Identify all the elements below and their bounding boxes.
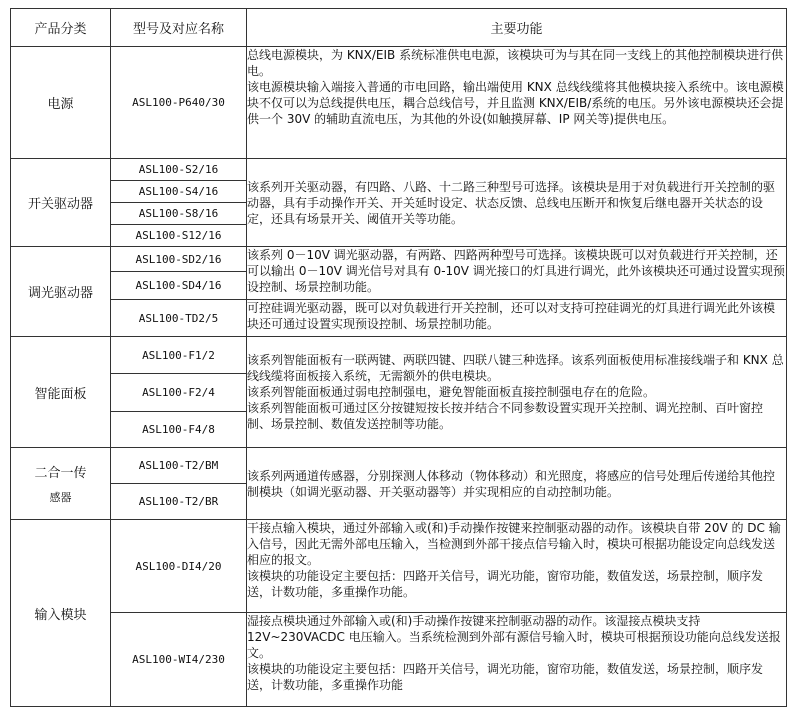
model-cell: ASL100-WI4/230 [111,613,247,707]
model-cell: ASL100-F2/4 [111,374,247,412]
description-cell: 湿接点模块通过外部输入或(和)手动操作按键来控制驱动器的动作。该湿接点模块支持 12V~230VACDC 电压输入。当系统检测到外部有源信号输入时，模块可根据预设功能向总线发送报文。 该模块的功能设定主要包括：四路开关信号，调光功能，窗帘功能，数值发送，场景控制，顺序发送，计数功能，多重操作功能 [247,613,787,707]
description-cell: 该系列 0－10V 调光驱动器，有两路、四路两种型号可选择。该模块既可以对负载进行开关控制，还可以输出 0－10V 调光信号对具有 0-10V 调光接口的灯具进行调光，此外该模块还可通过设置实现预设控制、场景控制功能。 [247,247,787,300]
table-row [11,159,787,181]
table-row [11,337,787,374]
model-cell: ASL100-TD2/5 [111,300,247,337]
model-cell: ASL100-F1/2 [111,337,247,374]
header-row [11,9,787,47]
table-row [11,613,787,707]
model-cell: ASL100-T2/BR [111,484,247,520]
table-row [11,47,787,159]
model-cell: ASL100-SD4/16 [111,272,247,300]
category-power: 电源 [11,47,111,159]
table-row [11,520,787,613]
category-panel: 智能面板 [11,337,111,448]
model-cell: ASL100-P640/30 [111,47,247,159]
category-sensor: 二合一传 感器 [11,448,111,520]
model-cell: ASL100-S8/16 [111,203,247,225]
table-row [11,300,787,337]
table-row [11,448,787,484]
product-spec-table [10,8,787,707]
description-cell: 干接点输入模块，通过外部输入或(和)手动操作按键来控制驱动器的动作。该模块自带 20V 的 DC 输入信号，因此无需外部电压输入，当检测到外部干接点信号输入时，模块可根据功能设定向总线发送相应的报文。 该模块的功能设定主要包括：四路开关信号，调光功能，窗帘功能，数值发送，场景控制，顺序发送，计数功能，多重操作功能。 [247,520,787,613]
model-cell: ASL100-S4/16 [111,181,247,203]
category-switch: 开关驱动器 [11,159,111,247]
description-cell: 该系列开关驱动器，有四路、八路、十二路三种型号可选择。该模块是用于对负载进行开关控制的驱动器，具有手动操作开关、开关延时设定、状态反馈、总线电压断开和恢复后继电器开关状态的设定，还具有场景开关、阈值开关等功能。 [247,159,787,247]
description-cell: 该系列两通道传感器，分别探测人体移动（物体移动）和光照度，将感应的信号处理后传递给其他控制模块（如调光驱动器、开关驱动器等）并实现相应的自动控制功能。 [247,448,787,520]
description-cell: 该系列智能面板有一联两键、两联四键、四联八键三种选择。该系列面板使用标准接线端子和 KNX 总线线缆将面板接入系统，无需额外的供电模块。 该系列智能面板通过弱电控制强电，避免智能面板直接控制强电存在的危险。 该系列智能面板可通过区分按键短按长按并结合不同参数设置实现开关控制、调光控制、百叶窗控制、场景控制、数值发送控制等功能。 [247,337,787,448]
description-cell: 总线电源模块，为 KNX/EIB 系统标准供电电源，该模块可为与其在同一支线上的其他控制模块进行供电。 该电源模块输入端接入普通的市电回路，输出端使用 KNX 总线线缆将其他模块接入系统中。该电源模块不仅可以为总线提供电压，耦合总线信号，并且监测 KNX/EIB/系统的电压。另外该电源模块还会提供一个 30V 的辅助直流电压，为其他的外设(如触摸屏幕、IP 网关等)提供电压。 [247,47,787,159]
model-cell: ASL100-DI4/20 [111,520,247,613]
header-category: 产品分类 [11,9,111,47]
category-input: 输入模块 [11,520,111,707]
model-cell: ASL100-F4/8 [111,412,247,448]
table-row [11,247,787,272]
model-cell: ASL100-T2/BM [111,448,247,484]
model-cell: ASL100-SD2/16 [111,247,247,272]
header-model: 型号及对应名称 [111,9,247,47]
category-dimmer: 调光驱动器 [11,247,111,337]
model-cell: ASL100-S2/16 [111,159,247,181]
model-cell: ASL100-S12/16 [111,225,247,247]
description-cell: 可控硅调光驱动器，既可以对负载进行开关控制，还可以对支持可控硅调光的灯具进行调光此外该模块还可通过设置实现预设控制、场景控制功能。 [247,300,787,337]
header-function: 主要功能 [247,9,787,47]
